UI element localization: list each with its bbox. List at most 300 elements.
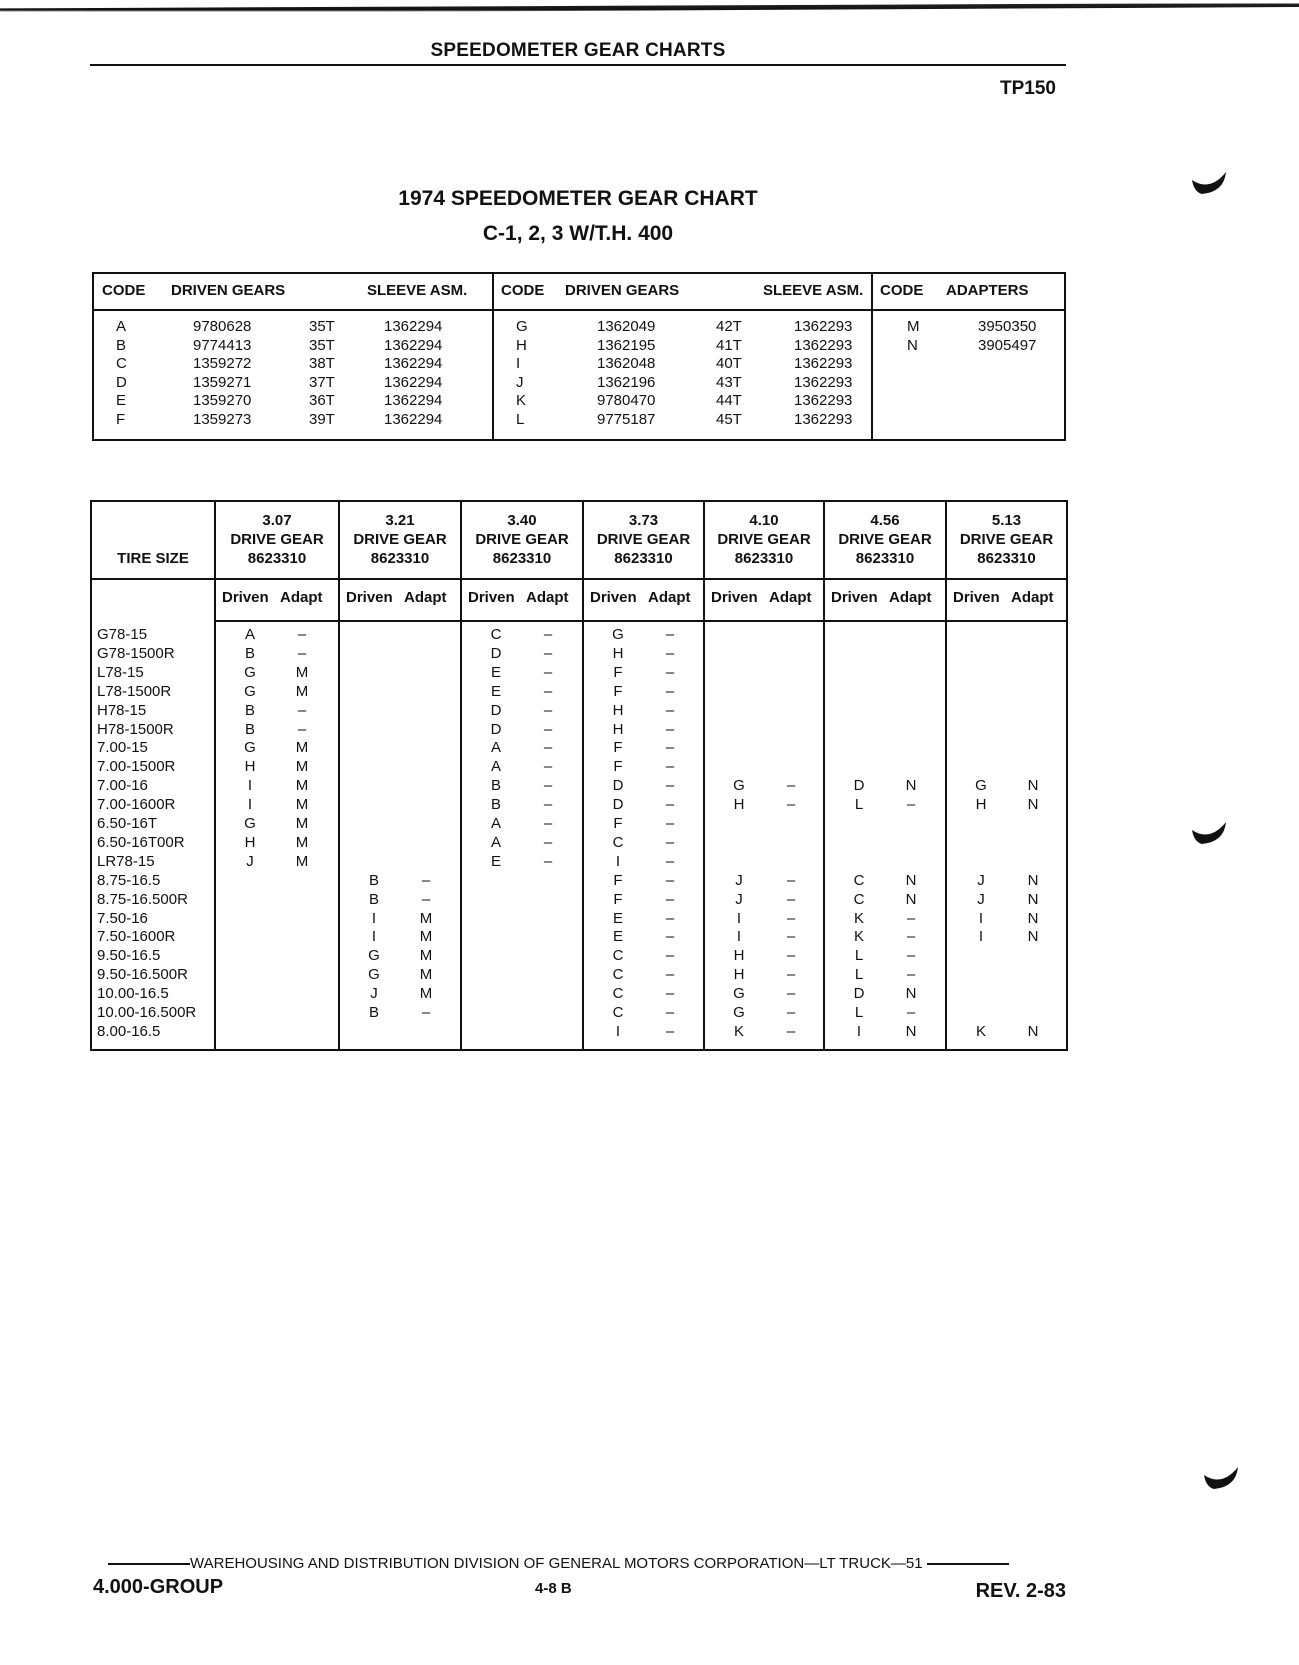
- gear-teeth: 36T: [309, 392, 335, 410]
- driven-code: K: [975, 1022, 986, 1040]
- driven-code: B: [368, 1004, 379, 1021]
- adapter-code: –: [665, 909, 675, 927]
- adapter-code: –: [665, 720, 675, 738]
- document-code: TP150: [1000, 78, 1056, 99]
- footer-group: 4.000-GROUP: [93, 1576, 224, 1598]
- subheader-driven: Driven: [711, 589, 758, 606]
- drive-gear-header: [947, 511, 1066, 568]
- driven-gear-part: 9774413: [193, 336, 252, 354]
- code-letter: H: [516, 336, 527, 354]
- adapter-code: M: [295, 815, 309, 832]
- driven-code: D: [490, 720, 502, 738]
- driven-code: G: [244, 682, 256, 700]
- driven-code: A: [490, 815, 501, 832]
- driven-code: H: [612, 720, 624, 738]
- driven-code: E: [490, 663, 501, 681]
- adapter-code: –: [665, 852, 675, 870]
- driven-code: J: [370, 985, 378, 1003]
- sleeve-asm-part: 1362293: [794, 318, 853, 335]
- tire-size: G78-15: [97, 626, 148, 643]
- footer-division-text: WAREHOUSING AND DISTRIBUTION DIVISION OF GENERAL MOTORS CORPORATION—LT TRUCK—51: [190, 1555, 923, 1572]
- driven-code: B: [368, 890, 379, 908]
- adapter-code: –: [665, 1004, 675, 1021]
- gear-teeth: 37T: [309, 373, 335, 391]
- header-driven-gears: DRIVEN GEARS: [565, 282, 680, 299]
- adapter-code: –: [786, 777, 796, 795]
- adapter-code: –: [906, 909, 916, 927]
- adapter-code: –: [665, 985, 675, 1003]
- gear-teeth: 45T: [716, 411, 742, 428]
- drive-gear-label: DRIVE GEAR: [717, 531, 811, 548]
- tire-size: H78-1500R: [97, 720, 174, 738]
- driven-code: F: [613, 758, 623, 776]
- driven-code: H: [612, 701, 624, 719]
- driven-gear-part: 1359271: [193, 373, 252, 391]
- driven-code: I: [371, 928, 377, 946]
- subheader-driven: Driven: [222, 589, 269, 606]
- driven-code: D: [490, 644, 502, 662]
- tire-size: 10.00-16.5: [97, 985, 169, 1003]
- driven-code: L: [854, 947, 864, 965]
- driven-gear-part: 1362049: [597, 318, 656, 335]
- adapter-code: –: [543, 682, 553, 700]
- column-divider: [460, 502, 462, 1049]
- adapter-code: –: [297, 720, 307, 738]
- drive-gear-part: 8623310: [614, 550, 673, 567]
- header-code: CODE: [501, 282, 545, 299]
- driven-code: D: [853, 777, 865, 795]
- gear-teeth: 35T: [309, 318, 335, 335]
- sleeve-asm-part: 1362294: [384, 392, 443, 410]
- tire-size-table: [90, 500, 1068, 1051]
- adapter-code: –: [665, 777, 675, 795]
- tire-size: 6.50-16T: [97, 815, 158, 832]
- drive-gear-part: 8623310: [492, 550, 552, 567]
- adapter-code: –: [543, 720, 553, 738]
- subheader-adapt: Adapt: [280, 589, 323, 606]
- top-edge-bar: [0, 0, 1299, 14]
- driven-code: I: [978, 909, 984, 927]
- code-letter: G: [516, 318, 528, 335]
- adapter-code: M: [295, 758, 309, 776]
- header-tire-size: TIRE SIZE: [117, 550, 189, 567]
- adapter-code: –: [665, 947, 675, 965]
- adapter-code: –: [665, 890, 675, 908]
- adapter-code: –: [665, 815, 675, 832]
- driven-code: K: [853, 928, 864, 946]
- adapter-code: –: [297, 626, 307, 643]
- tire-size: 10.00-16.500R: [97, 1004, 197, 1021]
- tire-size: L78-1500R: [97, 682, 172, 700]
- gear-teeth: 44T: [716, 392, 742, 410]
- column-divider: [871, 274, 873, 439]
- driven-code: J: [735, 890, 743, 908]
- driven-gear-part: 1359270: [193, 392, 252, 410]
- adapter-code: –: [421, 871, 431, 889]
- adapter-code: –: [665, 833, 675, 851]
- tire-size: 7.50-1600R: [97, 928, 176, 946]
- gear-teeth: 43T: [716, 373, 742, 391]
- tire-size: 8.00-16.5: [97, 1022, 161, 1040]
- drive-gear-part: 8623310: [734, 550, 794, 567]
- driven-code: I: [371, 909, 377, 927]
- driven-code: D: [612, 796, 624, 814]
- drive-gear-header: [462, 511, 582, 568]
- code-letter: D: [116, 373, 127, 391]
- tire-size: 9.50-16.5: [97, 947, 161, 965]
- adapter-code: M: [295, 833, 309, 851]
- sleeve-asm-part: 1362294: [384, 373, 443, 391]
- adapter-code: –: [786, 909, 796, 927]
- driven-code: E: [612, 928, 623, 946]
- driven-code: F: [613, 739, 623, 757]
- axle-ratio: 3.07: [262, 512, 292, 529]
- header-sleeve-asm: SLEEVE ASM.: [367, 282, 468, 299]
- drive-gear-part: 8623310: [977, 550, 1036, 567]
- axle-ratio: 3.73: [628, 512, 659, 529]
- axle-ratio: 3.40: [507, 512, 537, 529]
- driven-code: H: [733, 796, 745, 814]
- adapter-code: –: [665, 644, 675, 662]
- adapter-code: –: [665, 871, 675, 889]
- tire-size: 7.00-1500R: [97, 758, 176, 776]
- adapter-code: –: [786, 966, 796, 984]
- driven-code: G: [733, 985, 745, 1003]
- driven-code: I: [247, 777, 253, 795]
- drive-gear-header: [216, 511, 338, 568]
- sleeve-asm-part: 1362293: [794, 336, 853, 354]
- drive-gear-part: 8623310: [247, 550, 307, 567]
- code-letter: K: [516, 392, 527, 410]
- driven-code: J: [977, 890, 985, 908]
- adapter-code: –: [297, 701, 307, 719]
- adapter-code: N: [1027, 777, 1039, 795]
- adapter-code: –: [543, 833, 553, 851]
- driven-code: I: [978, 928, 984, 946]
- header-sleeve-asm: SLEEVE ASM.: [763, 282, 864, 299]
- tire-size: 7.00-1600R: [97, 796, 176, 814]
- subheader-driven: Driven: [346, 589, 393, 606]
- driven-code: E: [490, 682, 501, 700]
- driven-code: E: [612, 909, 623, 927]
- sleeve-asm-part: 1362293: [794, 355, 853, 373]
- subheader-driven: Driven: [468, 589, 515, 606]
- driven-code: H: [733, 966, 745, 984]
- code-letter: I: [516, 355, 521, 373]
- chart-title: 1974 SPEEDOMETER GEAR CHART: [398, 187, 758, 210]
- column-divider: [703, 502, 705, 1049]
- adapter-code: M: [295, 682, 309, 700]
- drive-gear-part: 8623310: [855, 550, 915, 567]
- adapter-code: N: [905, 1022, 917, 1040]
- adapter-code: –: [786, 928, 796, 946]
- adapter-code: –: [906, 928, 916, 946]
- driven-code: C: [853, 890, 865, 908]
- driven-gear-part: 9780470: [597, 392, 656, 410]
- adapter-code: –: [786, 1022, 796, 1040]
- tire-size: 8.75-16.5: [97, 871, 161, 889]
- code-table: [92, 272, 1066, 441]
- driven-code: A: [244, 626, 255, 643]
- adapter-code: M: [419, 947, 433, 965]
- drive-gear-header: [340, 511, 460, 568]
- adapter-code: –: [421, 890, 431, 908]
- adapter-code: N: [1027, 796, 1039, 814]
- adapter-code: N: [905, 777, 917, 795]
- adapter-code: –: [786, 985, 796, 1003]
- driven-code: C: [612, 966, 624, 984]
- driven-code: G: [612, 626, 624, 643]
- tire-size: 9.50-16.500R: [97, 966, 188, 984]
- adapter-code: –: [906, 796, 916, 814]
- adapter-code: M: [295, 739, 309, 757]
- adapter-code: –: [543, 663, 553, 681]
- driven-code: C: [612, 985, 624, 1003]
- subheader-adapt: Adapt: [889, 589, 932, 606]
- driven-code: G: [368, 966, 380, 984]
- drive-gear-label: DRIVE GEAR: [475, 531, 569, 548]
- adapter-code: M: [907, 318, 920, 335]
- driven-code: I: [247, 796, 253, 814]
- tire-size: 8.75-16.500R: [97, 890, 188, 908]
- drive-gear-label: DRIVE GEAR: [959, 531, 1054, 548]
- driven-gear-part: 1362196: [597, 373, 656, 391]
- driven-code: G: [368, 947, 380, 965]
- drive-gear-part: 8623310: [370, 550, 430, 567]
- driven-gear-part: 9780628: [193, 318, 252, 335]
- driven-code: C: [490, 626, 502, 643]
- chart-subtitle: C-1, 2, 3 W/T.H. 400: [482, 222, 674, 245]
- subheader-driven: Driven: [831, 589, 878, 606]
- sleeve-asm-part: 1362293: [794, 411, 853, 428]
- column-divider: [492, 274, 494, 439]
- subheader-driven: Driven: [953, 589, 1000, 606]
- driven-code: J: [977, 871, 985, 889]
- subheader-adapt: Adapt: [769, 589, 812, 606]
- footer-page-number: 4-8 B: [535, 1580, 572, 1597]
- driven-code: L: [854, 796, 864, 814]
- gear-teeth: 39T: [309, 411, 335, 428]
- driven-code: J: [246, 852, 254, 870]
- tire-size: 7.50-16: [97, 909, 148, 927]
- adapter-code: N: [1027, 909, 1039, 927]
- binder-clip-mark: [1190, 820, 1228, 848]
- tire-size: 7.00-16: [97, 777, 148, 795]
- header-driven-gears: DRIVEN GEARS: [171, 282, 286, 299]
- adapter-code: –: [543, 852, 553, 870]
- adapter-code: N: [907, 336, 918, 354]
- driven-code: F: [613, 682, 623, 700]
- driven-code: B: [368, 871, 379, 889]
- driven-code: C: [612, 833, 624, 851]
- adapter-code: N: [1027, 928, 1039, 946]
- drive-gear-header: [584, 511, 703, 568]
- adapter-code: N: [1027, 890, 1039, 908]
- sleeve-asm-part: 1362293: [794, 392, 853, 410]
- column-divider: [945, 502, 947, 1049]
- adapter-code: –: [665, 739, 675, 757]
- footer-revision: REV. 2-83: [975, 1580, 1066, 1602]
- adapter-code: –: [786, 890, 796, 908]
- driven-code: B: [244, 720, 255, 738]
- driven-code: C: [612, 1004, 624, 1021]
- header-divider: [92, 578, 1066, 580]
- adapter-code: M: [295, 852, 309, 870]
- axle-ratio: 5.13: [991, 512, 1022, 529]
- footer-dash: [927, 1563, 1009, 1565]
- drive-gear-label: DRIVE GEAR: [230, 531, 324, 548]
- code-letter: L: [516, 411, 525, 428]
- adapter-code: N: [905, 871, 917, 889]
- driven-code: H: [733, 947, 745, 965]
- adapter-code: –: [543, 626, 553, 643]
- binder-clip-mark: [1202, 1465, 1240, 1493]
- driven-gear-part: 1359273: [193, 411, 252, 428]
- adapter-code: –: [906, 966, 916, 984]
- subheader-driven: Driven: [590, 589, 637, 606]
- driven-gear-part: 1362195: [597, 336, 656, 354]
- driven-code: B: [490, 796, 501, 814]
- sleeve-asm-part: 1362294: [384, 318, 443, 335]
- axle-ratio: 3.21: [385, 512, 415, 529]
- subheader-adapt: Adapt: [648, 589, 691, 606]
- driven-code: F: [613, 890, 623, 908]
- code-letter: B: [116, 336, 127, 354]
- driven-code: D: [490, 701, 502, 719]
- sleeve-asm-part: 1362293: [794, 373, 853, 391]
- adapter-code: –: [543, 777, 553, 795]
- adapter-code: –: [665, 626, 675, 643]
- driven-code: K: [853, 909, 864, 927]
- driven-code: C: [612, 947, 624, 965]
- adapter-code: –: [297, 644, 307, 662]
- subheader-adapt: Adapt: [404, 589, 447, 606]
- column-divider: [582, 502, 584, 1049]
- adapter-code: –: [543, 644, 553, 662]
- driven-code: G: [244, 739, 256, 757]
- subheader-adapt: Adapt: [526, 589, 569, 606]
- column-divider: [214, 502, 216, 1049]
- page-title: SPEEDOMETER GEAR CHARTS: [430, 40, 726, 61]
- axle-ratio: 4.56: [870, 512, 900, 529]
- driven-code: G: [244, 815, 256, 832]
- driven-code: G: [975, 777, 987, 795]
- adapter-code: –: [786, 1004, 796, 1021]
- adapter-code: –: [906, 947, 916, 965]
- tire-size: G78-1500R: [97, 644, 175, 662]
- driven-gear-part: 1359272: [193, 355, 252, 373]
- driven-code: C: [853, 871, 865, 889]
- adapter-code: M: [419, 909, 433, 927]
- adapter-code: M: [419, 985, 433, 1003]
- driven-code: F: [613, 871, 623, 889]
- adapter-code: –: [665, 1022, 675, 1040]
- tire-size: H78-15: [97, 701, 147, 719]
- code-letter: J: [516, 373, 524, 391]
- adapter-code: N: [905, 890, 917, 908]
- gear-teeth: 41T: [716, 336, 742, 354]
- drive-gear-header: [825, 511, 945, 568]
- adapter-code: –: [543, 796, 553, 814]
- adapter-code: –: [665, 966, 675, 984]
- header-code: CODE: [880, 282, 924, 299]
- column-divider: [823, 502, 825, 1049]
- code-letter: C: [116, 355, 127, 373]
- driven-code: I: [856, 1022, 862, 1040]
- adapter-code: N: [905, 985, 917, 1003]
- adapter-code: –: [665, 682, 675, 700]
- driven-code: A: [490, 833, 501, 851]
- code-letter: E: [116, 392, 127, 410]
- driven-code: B: [490, 777, 501, 795]
- adapter-code: –: [665, 663, 675, 681]
- driven-gear-part: 9775187: [597, 411, 656, 428]
- adapter-part: 3905497: [978, 336, 1037, 354]
- driven-code: D: [612, 777, 624, 795]
- adapter-code: –: [786, 947, 796, 965]
- drive-gear-label: DRIVE GEAR: [838, 531, 932, 548]
- driven-code: G: [733, 1004, 745, 1021]
- footer-dash: [108, 1563, 190, 1565]
- tire-size: 6.50-16T00R: [97, 833, 185, 851]
- adapter-code: M: [419, 928, 433, 946]
- tire-size: L78-15: [97, 663, 144, 681]
- header-rule: [90, 64, 1066, 66]
- adapter-code: N: [1027, 1022, 1039, 1040]
- code-letter: A: [116, 318, 127, 335]
- drive-gear-label: DRIVE GEAR: [596, 531, 691, 548]
- sleeve-asm-part: 1362294: [384, 336, 443, 354]
- driven-code: H: [244, 758, 256, 776]
- gear-teeth: 35T: [309, 336, 335, 354]
- adapter-code: M: [295, 777, 309, 795]
- subheader-adapt: Adapt: [1011, 589, 1054, 606]
- adapter-code: –: [786, 796, 796, 814]
- gear-teeth: 42T: [716, 318, 742, 335]
- driven-code: H: [244, 833, 256, 851]
- adapter-code: –: [421, 1004, 431, 1021]
- driven-code: J: [735, 871, 743, 889]
- adapter-code: –: [543, 701, 553, 719]
- adapter-code: –: [786, 871, 796, 889]
- adapter-code: –: [906, 1004, 916, 1021]
- adapter-code: M: [419, 966, 433, 984]
- adapter-code: N: [1027, 871, 1039, 889]
- driven-code: L: [854, 1004, 864, 1021]
- adapter-code: –: [543, 739, 553, 757]
- tire-size: 7.00-15: [97, 739, 148, 757]
- adapter-code: M: [295, 663, 309, 681]
- adapter-code: –: [665, 796, 675, 814]
- driven-code: I: [736, 928, 742, 946]
- sleeve-asm-part: 1362294: [384, 411, 443, 428]
- driven-code: B: [244, 701, 255, 719]
- driven-code: I: [615, 1022, 621, 1040]
- driven-code: F: [613, 815, 623, 832]
- subheader-divider: [214, 620, 1066, 622]
- adapter-code: –: [665, 701, 675, 719]
- gear-teeth: 38T: [309, 355, 335, 373]
- adapter-code: –: [665, 928, 675, 946]
- footer-division: [108, 1555, 1068, 1572]
- adapter-code: M: [295, 796, 309, 814]
- gear-teeth: 40T: [716, 355, 742, 373]
- driven-gear-part: 1362048: [597, 355, 656, 373]
- header-adapters: ADAPTERS: [946, 282, 1029, 299]
- driven-code: G: [733, 777, 745, 795]
- driven-code: H: [612, 644, 624, 662]
- code-letter: F: [116, 411, 126, 428]
